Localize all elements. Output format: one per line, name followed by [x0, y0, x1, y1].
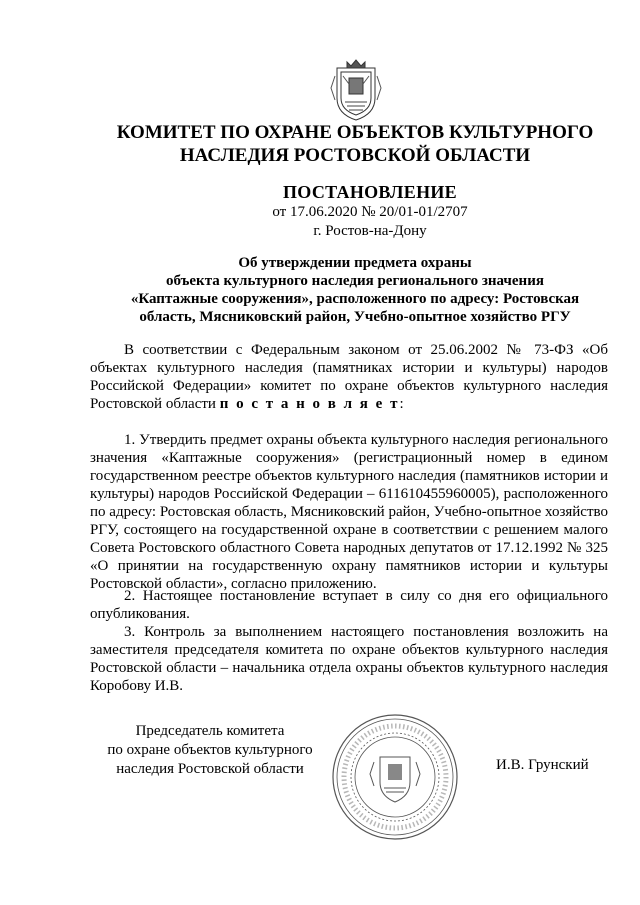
subject-line4: область, Мясниковский район, Учебно-опытное хозяйство РГУ: [139, 309, 571, 325]
resolves-colon: :: [399, 396, 404, 412]
subject-line3: «Каптажные сооружения», расположенного по адресу: Ростовская: [130, 291, 580, 307]
document-type: ПОСТАНОВЛЕНИЕ: [283, 182, 457, 202]
official-round-seal-icon: [330, 712, 460, 842]
org-name-line1: КОМИТЕТ ПО ОХРАНЕ ОБЪЕКТОВ КУЛЬТУРНОГО: [116, 122, 594, 143]
intro-paragraph: [90, 341, 608, 413]
subject-line1: Об утверждении предмета охраны: [238, 255, 472, 271]
resolves-word: п о с т а н о в л я е т: [219, 396, 400, 412]
intro-text: В соответствии с Федеральным законом от 25.06.2002 № 73-ФЗ «Об объектах культурного наследия (памятниках истории и культуры) народов Российской Федерации» комитет по охране объектов культурного наследия Ростовской области: [90, 342, 608, 412]
signatory-name: И.В. Грунский: [496, 757, 589, 773]
rostov-oblast-coat-of-arms-icon: [329, 58, 383, 122]
document-date-number: от 17.06.2020 № 20/01-01/2707: [272, 204, 468, 220]
document-city: г. Ростов-на-Дону: [313, 223, 427, 239]
org-name-line2: НАСЛЕДИЯ РОСТОВСКОЙ ОБЛАСТИ: [179, 145, 531, 166]
decision-item-2: 2. Настоящее постановление вступает в силу со дня его официального опубликования.: [90, 588, 608, 622]
signatory-title-line1: Председатель комитета: [135, 723, 285, 739]
signatory-title-line2: по охране объектов культурного: [107, 742, 313, 758]
subject-line2: объекта культурного наследия регионального значения: [166, 273, 544, 289]
decision-item-1: 1. Утвердить предмет охраны объекта культурного наследия регионального значения «Каптажные сооружения» (регистрационный номер в едином государственном реестре объектов культурного наследия (памятников истории и культуры) народов Российской Федерации – 611610455960005), расположенного по адресу: Ростовская область, Мясниковский район, Учебно-опытное хозяйство РГУ, состоящего на государственной охране в соответствии с решением малого Совета Ростовского областного Совета народных депутатов от 17.12.1992 № 325 «О принятии на государственную охрану памятников истории и культуры Ростовской области», согласно приложению.: [90, 432, 608, 592]
decision-item-3: 3. Контроль за выполнением настоящего постановления возложить на заместителя председателя комитета по охране объектов культурного наследия Ростовской области – начальника отдела охраны объектов культурного наследия Коробову И.В.: [90, 624, 608, 694]
signatory-title-line3: наследия Ростовской области: [116, 761, 304, 777]
